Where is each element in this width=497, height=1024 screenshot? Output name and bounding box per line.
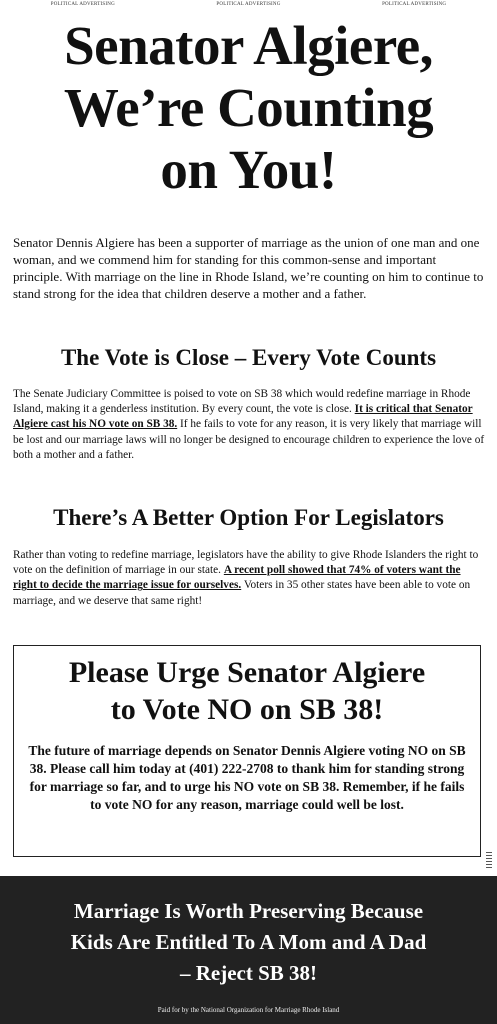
cta-title-line: to Vote NO on SB 38! xyxy=(110,693,384,726)
section-heading-vote-close: The Vote is Close – Every Vote Counts xyxy=(60,345,437,370)
footer-message xyxy=(0,896,497,989)
footer-banner xyxy=(0,876,497,1024)
footer-message-line: Marriage Is Worth Preserving Because xyxy=(73,899,424,923)
paragraph-text: The Senate Judiciary Committee is poised to vote on SB 38 which would redefine marriage in Rhode Island, making it a genderless institution. By every count, the vote is close. xyxy=(13,388,471,416)
paragraph-text: Voters in 35 other states have been able to vote on marriage, and we deserve that same right! xyxy=(13,579,471,607)
emphasis-text: A recent poll showed that 74% of voters want the right to decide the marriage issue for ourselves. xyxy=(13,564,461,592)
ad-code-mark xyxy=(486,852,492,868)
cta-title-line: Please Urge Senator Algiere xyxy=(68,656,426,689)
headline-line: We’re Counting xyxy=(63,77,434,138)
section-paragraph-better-option xyxy=(13,548,485,609)
political-advertising-labels xyxy=(0,2,497,7)
emphasis-text: It is critical that Senator Algiere cast his NO vote on SB 38. xyxy=(13,403,473,431)
political-advertising-label: POLITICAL ADVERTISING xyxy=(382,2,447,7)
cta-title xyxy=(14,654,480,728)
political-advertising-label: POLITICAL ADVERTISING xyxy=(50,2,115,7)
section-paragraph-vote-close xyxy=(13,387,485,463)
page-headline xyxy=(0,15,497,201)
political-advertising-label: POLITICAL ADVERTISING xyxy=(216,2,281,7)
section-heading-better-option: There’s A Better Option For Legislators xyxy=(53,505,444,530)
intro-paragraph: Senator Dennis Algiere has been a supporter of marriage as the union of one man and one woman, and we commend him for standing for this common-sense and important principle. With marriage on the line in Rhode Island, we’re counting on him to continue to stand strong for the idea that children deserve a mother and a father. xyxy=(13,235,484,301)
headline-line: on You! xyxy=(160,139,337,200)
cta-body: The future of marriage depends on Senator Dennis Algiere voting NO on SB 38. Please call him today at (401) 222-2708 to thank him for standing strong for marriage so far, and to urge his NO vote on SB 38. Remember, if he fails to vote NO for any reason, marriage could well be lost. xyxy=(28,743,466,812)
paragraph-text: If he fails to vote for any reason, it is very likely that marriage will be lost and our marriage laws will no longer be designed to encourage children to experience the love of both a mother and a father. xyxy=(13,418,485,461)
footer-message-line: – Reject SB 38! xyxy=(179,961,318,985)
headline-line: Senator Algiere, xyxy=(64,15,433,76)
paid-for-disclaimer: Paid for by the National Organization for Marriage Rhode Island xyxy=(157,1006,340,1014)
footer-message-line: Kids Are Entitled To A Mom and A Dad xyxy=(70,930,427,954)
call-to-action-box xyxy=(13,645,481,857)
paragraph-text: Rather than voting to redefine marriage, legislators have the ability to give Rhode Islanders the right to vote on the definition of marriage in our state. xyxy=(13,549,479,577)
